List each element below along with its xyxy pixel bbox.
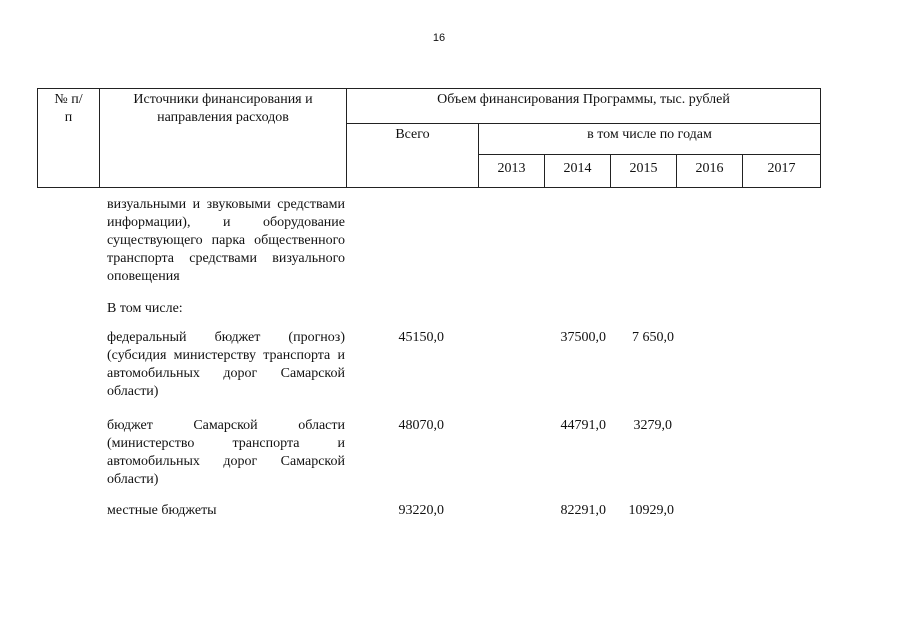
year-cell	[677, 155, 743, 188]
row-2015-federal: 7 650,0	[632, 330, 674, 345]
row-label-local: местные бюджеты	[107, 503, 217, 518]
row-2015-regional: 3279,0	[633, 418, 672, 433]
header-number-cell	[38, 89, 100, 188]
row-total-federal: 45150,0	[398, 330, 444, 345]
year-cell	[611, 155, 677, 188]
header-total-label: Всего	[395, 127, 430, 142]
row-label-federal: федеральный бюджет (прогноз) (субсидия министерству транспорта и автомобильных дорог Самарской области)	[107, 330, 345, 399]
header-by-years-label: в том числе по годам	[587, 127, 712, 142]
row-2015-local: 10929,0	[628, 503, 674, 518]
year-label: 2017	[767, 161, 796, 176]
row-total-regional: 48070,0	[398, 418, 444, 433]
header-total-cell	[347, 124, 479, 188]
year-label: 2014	[563, 161, 592, 176]
header-volume-label: Объем финансирования Программы, тыс. рублей	[437, 92, 730, 107]
page-number: 16	[432, 32, 446, 44]
including-label: В том числе:	[107, 301, 183, 316]
year-cell	[545, 155, 611, 188]
row-label-regional: бюджет Самарской области (министерство транспорта и автомобильных дорог Самарской области)	[107, 418, 345, 487]
year-label: 2013	[497, 161, 526, 176]
row-2014-local: 82291,0	[560, 503, 606, 518]
row-2014-federal: 37500,0	[560, 330, 606, 345]
header-volume-cell	[347, 89, 821, 124]
budget-table-header	[37, 88, 821, 188]
year-label: 2016	[695, 161, 724, 176]
year-cell	[479, 155, 545, 188]
header-sources-label: Источники финансирования и направления расходов	[133, 92, 313, 125]
header-number-label: № п/п	[54, 92, 83, 125]
row-total-local: 93220,0	[398, 503, 444, 518]
header-by-years-cell	[479, 124, 821, 155]
year-label: 2015	[629, 161, 658, 176]
continuation-text: визуальными и звуковыми средствами информации), и оборудование существующего парка общественного транспорта средствами визуального оповещения	[107, 197, 345, 284]
header-sources-cell	[100, 89, 347, 188]
row-2014-regional: 44791,0	[560, 418, 606, 433]
year-cell	[743, 155, 821, 188]
